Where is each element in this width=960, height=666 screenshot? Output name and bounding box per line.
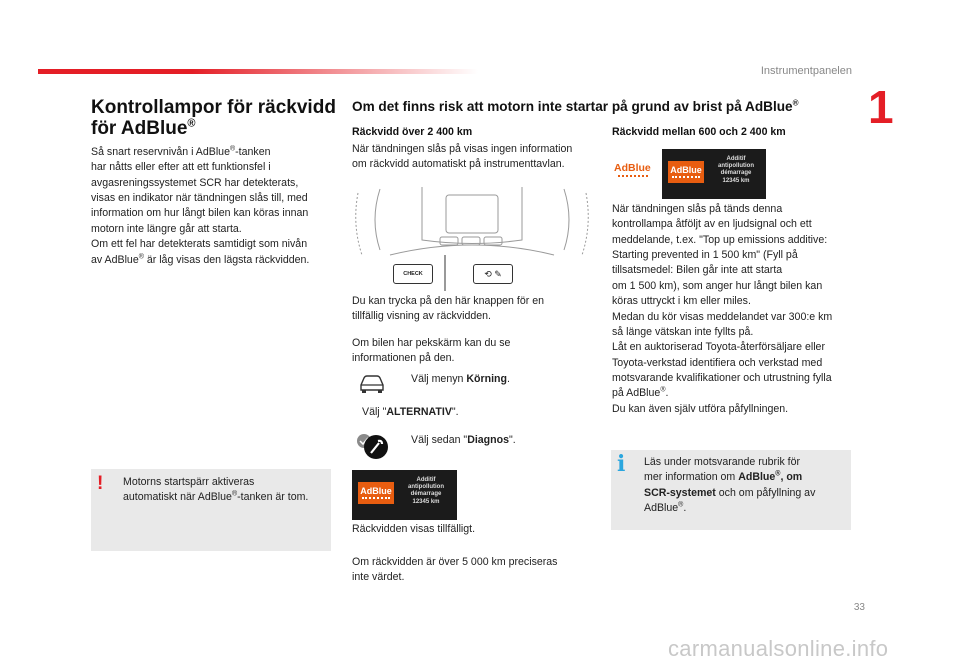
diagnostics-icon <box>354 432 390 460</box>
section-title: Instrumentpanelen <box>760 65 852 77</box>
car-icon <box>358 372 386 394</box>
page-title: Kontrollampor för räckvidd för AdBlue® <box>91 97 336 139</box>
page-number: 33 <box>853 602 865 613</box>
paragraph-no-info: När tändningen slås på visas ingen information om räckvidd automatiskt på instrumenttavlan. <box>352 143 573 171</box>
info-text: Läs under motsvarande rubrik för mer information om AdBlue®, om SCR-systemet och om påfyllning av AdBlue®. <box>644 456 816 515</box>
adblue-warning-lamp: AdBlue <box>614 162 651 177</box>
header-accent-bar <box>38 69 478 74</box>
display-message: Additif antipollution démarrage 12345 km <box>718 156 754 184</box>
sub-heading-over-2400: Räckvidd över 2 400 km <box>352 126 473 138</box>
adblue-badge: AdBlue <box>668 161 704 183</box>
display-message: Additif antipollution démarrage 12345 km <box>408 477 444 505</box>
watermark: carmanualsonline.info <box>668 636 889 661</box>
trip-tool-button[interactable]: ⟲ ✎ <box>473 264 513 284</box>
bullet-menu-driving: Välj menyn Körning. <box>411 373 510 385</box>
chapter-number: 1 <box>868 81 894 133</box>
paragraph-over-5000: Om räckvidden är över 5 000 km preciseras inte värdet. <box>352 556 558 584</box>
paragraph-press-button: Du kan trycka på den här knappen för en tillfällig visning av räckvidden. <box>352 295 544 323</box>
range-display-right <box>662 149 766 199</box>
intro-paragraph: Så snart reservnivån i AdBlue®-tanken har nåtts eller efter att ett funktionsfel i avgasreningssystemet SCR har detekterats, visas en indikator när tändningen slås till, med information om hur långt bilen kan köras innan motorn inte längre går att starta. Om ett fel har detekterats samtidigt som nivån av AdBlue® är låg visas den lägsta räckvidden. <box>91 145 310 266</box>
warning-text: Motorns startspärr aktiveras automatiskt när AdBlue®-tanken är tom. <box>123 476 309 504</box>
warning-icon: ! <box>97 473 104 494</box>
check-button[interactable]: CHECK <box>393 264 433 284</box>
risk-heading: Om det finns risk att motorn inte startar på grund av brist på AdBlue® <box>352 98 799 114</box>
range-display-middle <box>352 470 457 520</box>
paragraph-touchscreen: Om bilen har pekskärm kan du se informationen på den. <box>352 337 511 365</box>
info-icon: i <box>617 451 626 477</box>
adblue-badge: AdBlue <box>358 482 394 504</box>
sub-heading-600-2400: Räckvidd mellan 600 och 2 400 km <box>612 126 786 138</box>
bullet-diagnos: Välj sedan "Diagnos". <box>411 434 516 446</box>
range-shown-text: Räckvidden visas tillfälligt. <box>352 523 476 535</box>
bullet-alternativ: Välj "ALTERNATIV". <box>362 406 459 418</box>
paragraph-range-600-2400: När tändningen slås på tänds denna kontrollampa åtföljt av en ljudsignal och ett meddelande, t.ex. "Top up emissions additive: Starting prevented in 1 500 km" (Fyll på tillsatsmedel: Bilen går inte att starta om 1 500 km), som anger hur långt bilen kan köras uttryckt i km eller miles. Medan du kör visas meddelandet var 300:e km så länge vätskan inte fyllts på. Låt en auktoriserad Toyota-återförsäljare eller Toyota-verkstad identifiera och verkstad med motsvarande kvalifikationer och utrustning fylla på AdBlue®. Du kan även själv utföra påfyllningen. <box>612 203 833 415</box>
